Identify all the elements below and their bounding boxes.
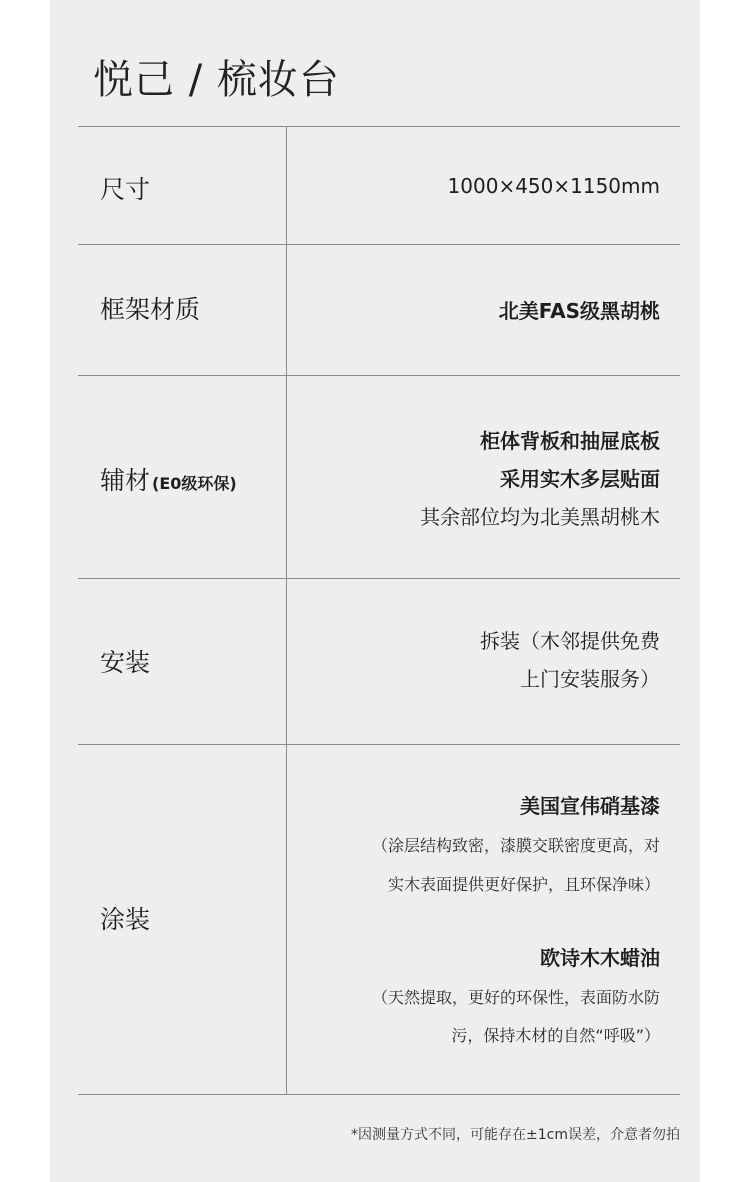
row-value-line: 实木表面提供更好保护，且环保净味）	[387, 875, 660, 894]
spec-table	[78, 126, 680, 1095]
page-title: 悦己 / 梳妆台	[93, 57, 340, 103]
row-value-line: 柜体背板和抽屉底板	[480, 429, 660, 453]
row-label-text: 辅材	[100, 466, 151, 495]
row-value-line: 上门安装服务）	[520, 667, 660, 691]
table-divider	[78, 126, 680, 127]
table-divider	[78, 375, 680, 376]
footnote: *因测量方式不同，可能存在±1cm误差，介意者勿拍	[351, 1127, 680, 1143]
row-value-line: （涂层结构致密，漆膜交联密度更高，对	[371, 836, 660, 855]
row-label-installation: 安装	[100, 648, 151, 677]
row-value-size: 1000×450×1150mm	[447, 174, 660, 198]
row-value-line: 拆装（木邻提供免费	[480, 629, 660, 653]
row-value-line: （天然提取，更好的环保性，表面防水防	[371, 988, 660, 1007]
row-value-frame-material: 北美FAS级黑胡桃	[498, 299, 660, 323]
table-divider	[78, 1094, 680, 1095]
row-label-coating: 涂装	[100, 905, 151, 934]
row-label-size: 尺寸	[100, 175, 151, 204]
table-divider	[78, 744, 680, 745]
row-value-line: 其余部位均为北美黑胡桃木	[420, 505, 660, 529]
row-label-auxiliary-material	[100, 466, 237, 499]
column-divider	[286, 126, 287, 1095]
table-divider	[78, 244, 680, 245]
row-label-note: (E0级环保)	[152, 474, 237, 493]
table-divider	[78, 578, 680, 579]
row-value-line: 污，保持木材的自然“呼吸”）	[451, 1026, 660, 1045]
row-value-line: 美国宣伟硝基漆	[520, 794, 660, 818]
row-value-line: 欧诗木木蜡油	[540, 946, 660, 970]
row-value-line: 采用实木多层贴面	[500, 467, 660, 491]
row-label-frame-material: 框架材质	[100, 295, 201, 324]
